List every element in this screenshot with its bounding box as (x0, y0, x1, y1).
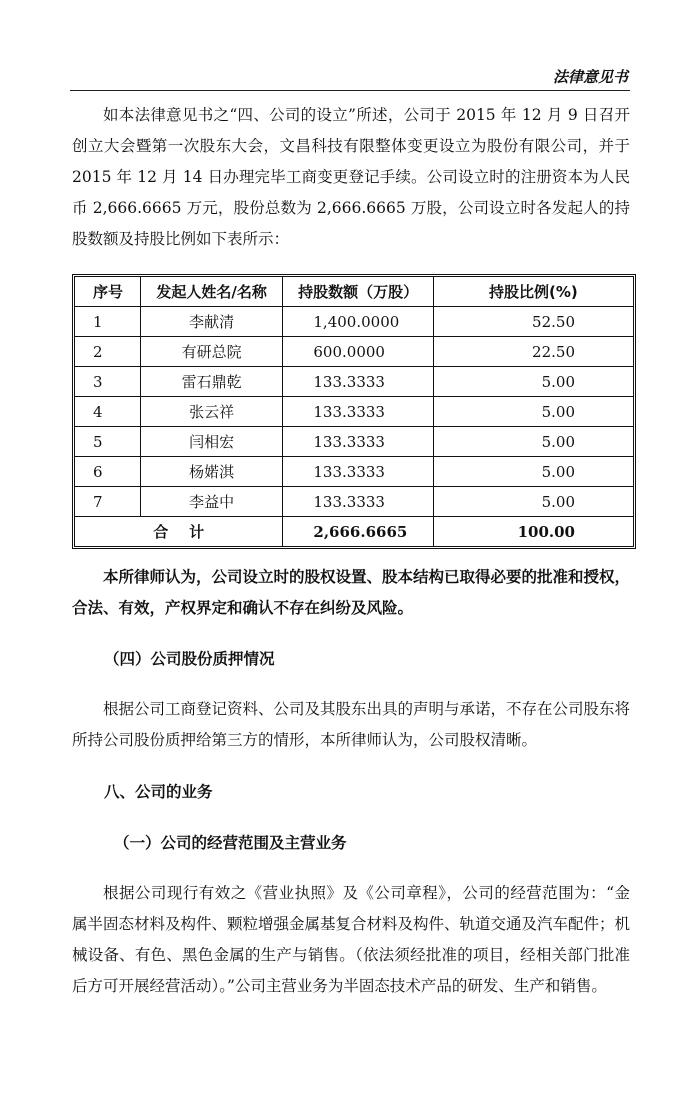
pledge-heading: （四）公司股份质押情况 (104, 649, 275, 668)
total-shares: 2,666.6665 (283, 517, 433, 547)
row-shares: 600.0000 (283, 337, 433, 367)
table-row (75, 487, 633, 517)
row-shares: 133.3333 (283, 367, 433, 397)
page-content (72, 100, 630, 1002)
total-label: 合 计 (75, 517, 283, 547)
row-shares: 133.3333 (283, 457, 433, 487)
table-row (75, 397, 633, 427)
row-shares: 133.3333 (283, 487, 433, 517)
row-no: 2 (75, 337, 140, 367)
row-no: 1 (75, 307, 140, 337)
header-divider (70, 90, 630, 91)
row-shares: 133.3333 (283, 397, 433, 427)
scope-heading: （一）公司的经营范围及主营业务 (114, 833, 347, 852)
row-name: 李益中 (140, 487, 283, 517)
row-name: 杨婼淇 (140, 457, 283, 487)
row-no: 6 (75, 457, 140, 487)
row-no: 4 (75, 397, 140, 427)
row-ratio: 5.00 (433, 427, 633, 457)
row-ratio: 5.00 (433, 367, 633, 397)
intro-paragraph: 如本法律意见书之“四、公司的设立”所述，公司于 2015 年 12 月 9 日召开创立大会暨第一次股东大会，文昌科技有限整体变更设立为股份有限公司，并于 2015 年 12 月 14 日办理完毕工商变更登记手续。公司设立时的注册资本为人民币 2,666.6665 万元，股份总数为 2,666.6665 万股，公司设立时各发起人的持股数额及持股比例如下表所示： (72, 106, 630, 248)
shareholder-table-frame (72, 274, 636, 549)
table-row (75, 457, 633, 487)
business-heading: 八、公司的业务 (104, 782, 213, 801)
row-ratio: 5.00 (433, 457, 633, 487)
document-header-title: 法律意见书 (552, 68, 628, 86)
table-total-row (75, 517, 633, 547)
conclusion-paragraph: 本所律师认为，公司设立时的股权设置、股本结构已取得必要的批准和授权，合法、有效，产权界定和确认不存在纠纷及风险。 (72, 567, 631, 617)
row-ratio: 52.50 (433, 307, 633, 337)
row-no: 3 (75, 367, 140, 397)
shareholder-table (75, 277, 633, 546)
row-no: 5 (75, 427, 140, 457)
table-header-row (75, 277, 633, 307)
row-ratio: 5.00 (433, 487, 633, 517)
table-row (75, 367, 633, 397)
row-shares: 1,400.0000 (283, 307, 433, 337)
row-shares: 133.3333 (283, 427, 433, 457)
total-ratio: 100.00 (433, 517, 633, 547)
scope-paragraph: 根据公司现行有效之《营业执照》及《公司章程》，公司的经营范围为：“金属半固态材料及构件、颗粒增强金属基复合材料及构件、轨道交通及汽车配件；机械设备、有色、黑色金属的生产与销售。（依法须经批准的项目，经相关部门批准后方可开展经营活动）。”公司主营业务为半固态技术产品的研发、生产和销售。 (72, 884, 631, 995)
header-name: 发起人姓名/名称 (140, 277, 283, 307)
row-ratio: 22.50 (433, 337, 633, 367)
table-row (75, 307, 633, 337)
table-row (75, 427, 633, 457)
pledge-paragraph: 根据公司工商登记资料、公司及其股东出具的声明与承诺，不存在公司股东将所持公司股份质押给第三方的情形，本所律师认为，公司股权清晰。 (72, 700, 631, 749)
header-shares: 持股数额（万股） (283, 277, 433, 307)
row-no: 7 (75, 487, 140, 517)
header-ratio: 持股比例(%) (433, 277, 633, 307)
table-row (75, 337, 633, 367)
header-no: 序号 (75, 277, 140, 307)
row-name: 雷石鼎乾 (140, 367, 283, 397)
row-name: 闫相宏 (140, 427, 283, 457)
row-ratio: 5.00 (433, 397, 633, 427)
row-name: 有研总院 (140, 337, 283, 367)
row-name: 张云祥 (140, 397, 283, 427)
row-name: 李献清 (140, 307, 283, 337)
